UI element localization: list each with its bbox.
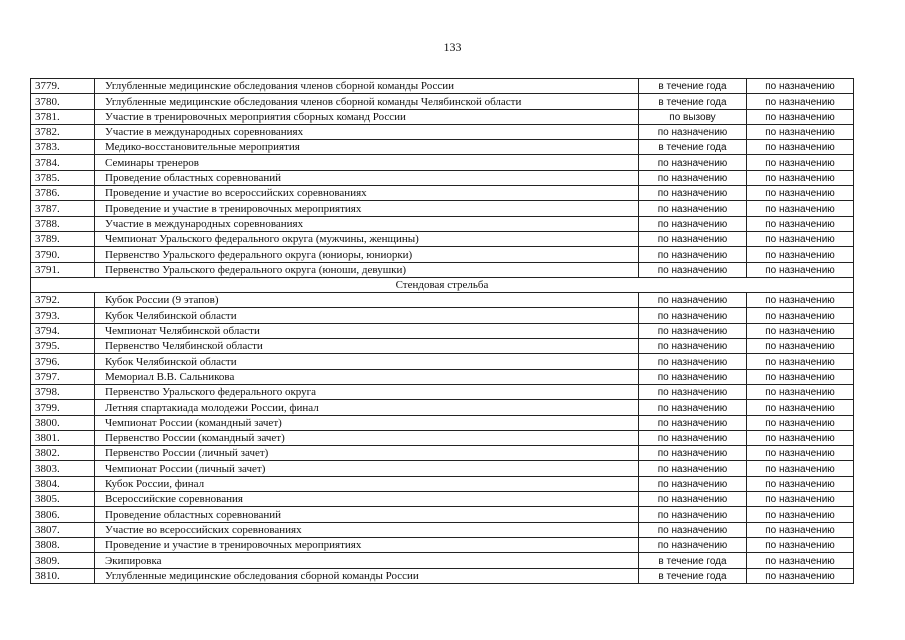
table-row <box>31 492 854 507</box>
event-name: Кубок Челябинской области <box>95 308 639 323</box>
row-number: 3787. <box>31 201 95 216</box>
event-time: по назначению <box>639 507 747 522</box>
event-time: по назначению <box>639 216 747 231</box>
event-name: Первенство России (командный зачет) <box>95 430 639 445</box>
event-time: по назначению <box>639 537 747 552</box>
row-number: 3797. <box>31 369 95 384</box>
row-number: 3808. <box>31 537 95 552</box>
event-time: по назначению <box>639 124 747 139</box>
table-row <box>31 109 854 124</box>
event-time: по назначению <box>639 247 747 262</box>
table-row <box>31 461 854 476</box>
event-name: Чемпионат Уральского федерального округа (мужчины, женщины) <box>95 231 639 246</box>
event-time: в течение года <box>639 140 747 155</box>
event-place: по назначению <box>747 308 854 323</box>
event-name: Кубок России (9 этапов) <box>95 293 639 308</box>
events-table-body <box>31 79 854 584</box>
event-name: Летняя спартакиада молодежи России, финал <box>95 400 639 415</box>
event-place: по назначению <box>747 354 854 369</box>
row-number: 3783. <box>31 140 95 155</box>
event-place: по назначению <box>747 155 854 170</box>
event-place: по назначению <box>747 94 854 109</box>
event-time: по назначению <box>639 446 747 461</box>
event-place: по назначению <box>747 216 854 231</box>
row-number: 3780. <box>31 94 95 109</box>
table-row <box>31 354 854 369</box>
event-place: по назначению <box>747 323 854 338</box>
table-row <box>31 231 854 246</box>
event-time: по назначению <box>639 186 747 201</box>
row-number: 3805. <box>31 492 95 507</box>
event-place: по назначению <box>747 384 854 399</box>
event-time: по назначению <box>639 522 747 537</box>
row-number: 3789. <box>31 231 95 246</box>
row-number: 3792. <box>31 293 95 308</box>
event-place: по назначению <box>747 140 854 155</box>
row-number: 3779. <box>31 79 95 94</box>
row-number: 3782. <box>31 124 95 139</box>
event-place: по назначению <box>747 247 854 262</box>
event-time: по назначению <box>639 476 747 491</box>
row-number: 3798. <box>31 384 95 399</box>
table-row <box>31 522 854 537</box>
event-place: по назначению <box>747 79 854 94</box>
event-name: Проведение и участие в тренировочных мероприятиях <box>95 201 639 216</box>
table-row <box>31 553 854 568</box>
event-place: по назначению <box>747 262 854 277</box>
event-time: в течение года <box>639 568 747 583</box>
event-name: Проведение и участие во всероссийских соревнованиях <box>95 186 639 201</box>
table-row <box>31 155 854 170</box>
event-name: Экипировка <box>95 553 639 568</box>
row-number: 3790. <box>31 247 95 262</box>
row-number: 3796. <box>31 354 95 369</box>
event-place: по назначению <box>747 124 854 139</box>
row-number: 3810. <box>31 568 95 583</box>
row-number: 3794. <box>31 323 95 338</box>
event-time: в течение года <box>639 79 747 94</box>
event-name: Проведение и участие в тренировочных мероприятиях <box>95 537 639 552</box>
event-place: по назначению <box>747 430 854 445</box>
event-time: по назначению <box>639 231 747 246</box>
event-name: Мемориал В.В. Сальникова <box>95 369 639 384</box>
event-place: по назначению <box>747 186 854 201</box>
row-number: 3802. <box>31 446 95 461</box>
table-row <box>31 507 854 522</box>
event-time: по вызову <box>639 109 747 124</box>
event-name: Углубленные медицинские обследования сборной команды России <box>95 568 639 583</box>
row-number: 3807. <box>31 522 95 537</box>
event-name: Углубленные медицинские обследования членов сборной команды России <box>95 79 639 94</box>
event-name: Кубок России, финал <box>95 476 639 491</box>
row-number: 3784. <box>31 155 95 170</box>
event-time: в течение года <box>639 94 747 109</box>
table-row <box>31 216 854 231</box>
table-row <box>31 124 854 139</box>
event-name: Проведение областных соревнований <box>95 507 639 522</box>
event-name: Первенство Уральского федерального округа (юноши, девушки) <box>95 262 639 277</box>
row-number: 3803. <box>31 461 95 476</box>
row-number: 3806. <box>31 507 95 522</box>
table-row <box>31 308 854 323</box>
table-row <box>31 446 854 461</box>
table-row <box>31 400 854 415</box>
event-name: Чемпионат России (личный зачет) <box>95 461 639 476</box>
row-number: 3795. <box>31 339 95 354</box>
event-place: по назначению <box>747 522 854 537</box>
event-place: по назначению <box>747 446 854 461</box>
row-number: 3799. <box>31 400 95 415</box>
event-time: в течение года <box>639 553 747 568</box>
row-number: 3791. <box>31 262 95 277</box>
events-table <box>30 78 854 584</box>
row-number: 3786. <box>31 186 95 201</box>
event-name: Всероссийские соревнования <box>95 492 639 507</box>
event-name: Чемпионат Челябинской области <box>95 323 639 338</box>
row-number: 3809. <box>31 553 95 568</box>
row-number: 3800. <box>31 415 95 430</box>
event-name: Медико-восстановительные мероприятия <box>95 140 639 155</box>
event-name: Проведение областных соревнований <box>95 170 639 185</box>
event-time: по назначению <box>639 354 747 369</box>
event-name: Углубленные медицинские обследования членов сборной команды Челябинской области <box>95 94 639 109</box>
event-place: по назначению <box>747 109 854 124</box>
event-time: по назначению <box>639 323 747 338</box>
event-time: по назначению <box>639 369 747 384</box>
event-time: по назначению <box>639 170 747 185</box>
event-place: по назначению <box>747 537 854 552</box>
row-number: 3781. <box>31 109 95 124</box>
event-name: Первенство Уральского федерального округа <box>95 384 639 399</box>
table-row <box>31 247 854 262</box>
event-place: по назначению <box>747 293 854 308</box>
table-row <box>31 369 854 384</box>
event-place: по назначению <box>747 415 854 430</box>
event-name: Участие в тренировочных мероприятия сборных команд России <box>95 109 639 124</box>
event-time: по назначению <box>639 415 747 430</box>
event-place: по назначению <box>747 461 854 476</box>
event-place: по назначению <box>747 492 854 507</box>
table-row <box>31 415 854 430</box>
table-row <box>31 537 854 552</box>
event-name: Участие в международных соревнованиях <box>95 216 639 231</box>
event-time: по назначению <box>639 262 747 277</box>
event-place: по назначению <box>747 339 854 354</box>
event-time: по назначению <box>639 400 747 415</box>
table-row <box>31 170 854 185</box>
table-row <box>31 79 854 94</box>
event-place: по назначению <box>747 568 854 583</box>
event-time: по назначению <box>639 155 747 170</box>
table-row <box>31 384 854 399</box>
event-name: Участие во всероссийских соревнованиях <box>95 522 639 537</box>
event-time: по назначению <box>639 461 747 476</box>
event-name: Первенство России (личный зачет) <box>95 446 639 461</box>
table-row <box>31 140 854 155</box>
event-place: по назначению <box>747 231 854 246</box>
page-number: 133 <box>443 40 462 54</box>
row-number: 3801. <box>31 430 95 445</box>
event-time: по назначению <box>639 339 747 354</box>
section-title: Стендовая стрельба <box>31 277 854 292</box>
event-place: по назначению <box>747 400 854 415</box>
table-row <box>31 476 854 491</box>
event-name: Первенство Уральского федерального округа (юниоры, юниорки) <box>95 247 639 262</box>
event-place: по назначению <box>747 553 854 568</box>
table-row <box>31 430 854 445</box>
event-time: по назначению <box>639 308 747 323</box>
event-place: по назначению <box>747 170 854 185</box>
row-number: 3785. <box>31 170 95 185</box>
event-name: Чемпионат России (командный зачет) <box>95 415 639 430</box>
event-time: по назначению <box>639 430 747 445</box>
table-row <box>31 568 854 583</box>
table-row <box>31 339 854 354</box>
event-place: по назначению <box>747 476 854 491</box>
event-place: по назначению <box>747 369 854 384</box>
table-row <box>31 262 854 277</box>
table-row <box>31 293 854 308</box>
table-row <box>31 186 854 201</box>
event-place: по назначению <box>747 507 854 522</box>
event-time: по назначению <box>639 384 747 399</box>
table-row <box>31 323 854 338</box>
table-row <box>31 201 854 216</box>
event-time: по назначению <box>639 293 747 308</box>
event-name: Кубок Челябинской области <box>95 354 639 369</box>
row-number: 3788. <box>31 216 95 231</box>
section-header-row <box>31 277 854 292</box>
event-time: по назначению <box>639 201 747 216</box>
table-row <box>31 94 854 109</box>
event-time: по назначению <box>639 492 747 507</box>
row-number: 3793. <box>31 308 95 323</box>
row-number: 3804. <box>31 476 95 491</box>
event-place: по назначению <box>747 201 854 216</box>
event-name: Участие в международных соревнованиях <box>95 124 639 139</box>
event-name: Семинары тренеров <box>95 155 639 170</box>
event-name: Первенство Челябинской области <box>95 339 639 354</box>
